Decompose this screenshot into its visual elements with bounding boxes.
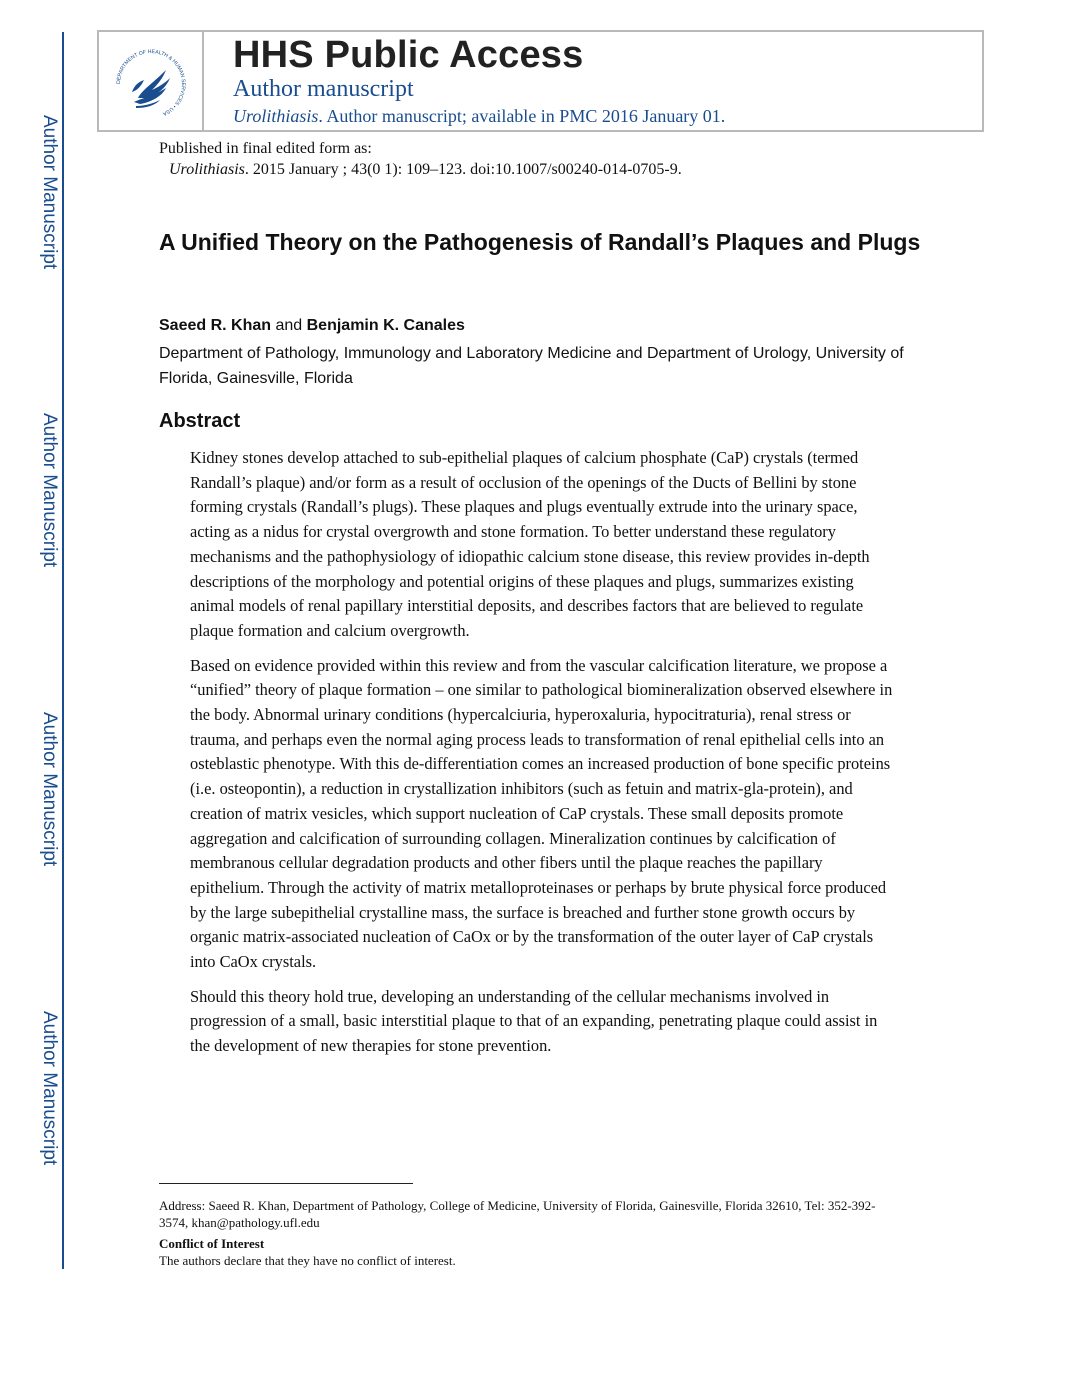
author-manuscript-label: Author Manuscript xyxy=(39,1011,60,1166)
author-manuscript-label: Author Manuscript xyxy=(39,115,60,270)
coi-text: The authors declare that they have no conflict of interest. xyxy=(159,1252,456,1268)
author-separator: and xyxy=(271,317,307,334)
affiliation: Department of Pathology, Immunology and Laboratory Medicine and Department of Urology, University of Florida, Gainesville, Florida xyxy=(159,345,904,387)
author-name: Saeed R. Khan xyxy=(159,317,272,334)
abstract-body xyxy=(190,446,895,1069)
abstract-heading: Abstract xyxy=(159,410,241,432)
footnotes xyxy=(159,1198,899,1269)
author-manuscript-label: Author Manuscript xyxy=(39,413,60,568)
banner-journal: Urolithiasis xyxy=(233,106,319,126)
hhs-banner xyxy=(97,30,984,132)
abstract-paragraph: Based on evidence provided within this review and from the vascular calcification literature, we propose a “unified” theory of plaque formation – one similar to pathological biomineralization observed elsewhere in the body. Abnormal urinary conditions (hypercalciuria, hyperoxaluria, hypocitraturia), renal stress or trauma, and perhaps even the normal aging process leads to transformation of renal epithelial cells into an osteblastic phenotype. With this de-differentiation comes an increased production of bone specific proteins (i.e. osteopontin), a reduction in crystallization inhibitors (such as fetuin and matrix-gla-protein), and creation of matrix vesicles, which support nucleation of CaP crystals. These small deposits promote aggregation and calcification of surrounding collagen. Mineralization continues by calcification of membranous cellular degradation products and other fibers until the plaque reaches the papillary epithelium. Through the activity of matrix metalloproteinases or perhaps by brute physical force produced by the large subepithelial crystalline mass, the surface is breached and further stone growth occurs by organic matrix-associated nucleation of CaOx or by the transformation of the outer layer of CaP crystals into CaOx crystals. xyxy=(190,655,893,972)
published-label: Published in final edited form as: xyxy=(159,140,372,157)
citation-journal: Urolithiasis xyxy=(169,161,245,178)
margin-rule xyxy=(62,32,64,1269)
author-line xyxy=(159,317,465,335)
hhs-logo xyxy=(99,32,204,130)
article-title: A Unified Theory on the Pathogenesis of Randall’s Plaques and Plugs xyxy=(159,229,921,255)
abstract-paragraph: Kidney stones develop attached to sub-epithelial plaques of calcium phosphate (CaP) crystals (termed Randall’s plaque) and/or form as a result of occlusion of the openings of the Ducts of Bellini by stone forming crystals (Randall’s plugs). These plaques and plugs eventually extrude into the urinary space, acting as a nidus for crystal overgrowth and stone formation. To better understand these regulatory mechanisms and the pathophysiology of idiopathic calcium stone disease, this review provides in-depth descriptions of the morphology and potential origins of these plaques and plugs, summarizes existing animal models of renal papillary interstitial deposits, and describes factors that are believed to regulate plaque formation and calcium overgrowth. xyxy=(190,448,870,640)
abstract-paragraph: Should this theory hold true, developing an understanding of the cellular mechanisms involved in progression of a small, basic interstitial plaque to that of an expanding, penetrating plaque could assist in the development of new therapies for stone prevention. xyxy=(190,986,878,1056)
footnote-divider xyxy=(159,1183,413,1184)
correspondence-address: Address: Saeed R. Khan, Department of Pathology, College of Medicine, University of Florida, Gainesville, Florida 32610, Tel: 352-392-3574, khan@pathology.ufl.edu xyxy=(159,1198,876,1230)
author-name: Benjamin K. Canales xyxy=(306,317,465,334)
banner-subtitle: Author manuscript xyxy=(233,76,414,102)
hhs-eagle-icon xyxy=(108,40,194,122)
coi-heading: Conflict of Interest xyxy=(159,1236,265,1251)
published-citation xyxy=(159,138,682,180)
banner-availability-text: . Author manuscript; available in PMC 2016 January 01. xyxy=(318,106,726,126)
banner-title: HHS Public Access xyxy=(233,34,584,76)
svg-text:DEPARTMENT OF HEALTH & HUMAN S: DEPARTMENT OF HEALTH & HUMAN SERVICES • USA xyxy=(115,48,187,117)
author-manuscript-label: Author Manuscript xyxy=(39,712,60,867)
citation-text: . 2015 January ; 43(0 1): 109–123. doi:10.1007/s00240-014-0705-9. xyxy=(244,161,682,178)
citation-line xyxy=(159,159,682,180)
banner-availability xyxy=(233,106,725,127)
